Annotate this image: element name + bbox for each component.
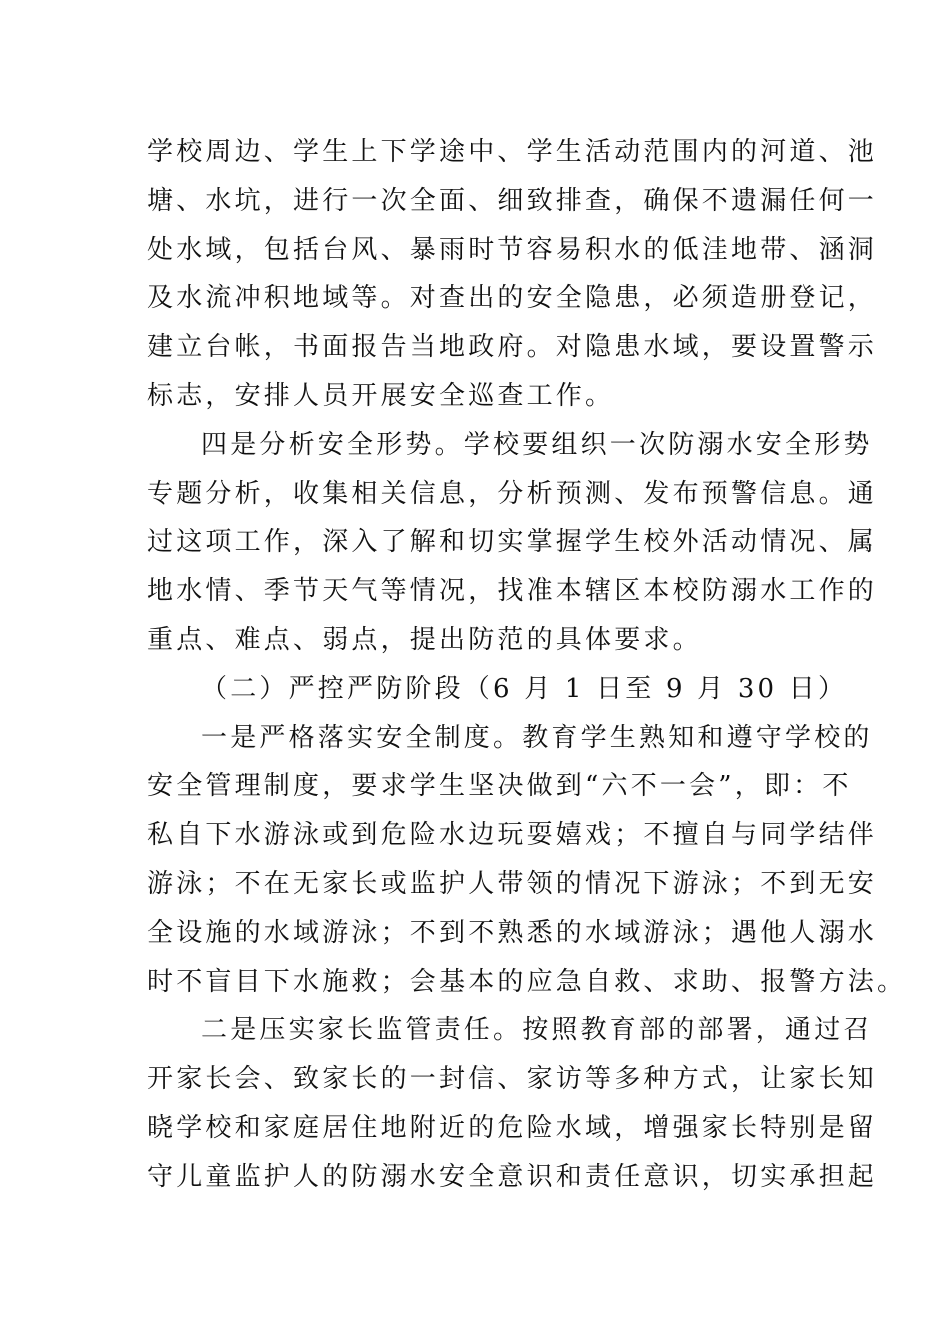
document-body (147, 128, 907, 1202)
text-line: 建立台帐，书面报告当地政府。对隐患水域，要设置警示 (147, 332, 878, 363)
text-line: 及水流冲积地域等。对查出的安全隐患，必须造册登记， (147, 283, 878, 314)
paragraph-start-line: 一是严格落实安全制度。教育学生熟知和遵守学校的 (201, 722, 873, 753)
text-line: 标志，安排人员开展安全巡查工作。 (147, 380, 615, 411)
text-line: 开家长会、致家长的一封信、家访等多种方式，让家长知 (147, 1064, 878, 1095)
text-line: 私自下水游泳或到危险水边玩耍嬉戏；不擅自与同学结伴 (147, 820, 878, 851)
text-line: 游泳；不在无家长或监护人带领的情况下游泳；不到无安 (147, 868, 878, 899)
paragraph-start-line: 四是分析安全形势。学校要组织一次防溺水安全形势 (201, 429, 873, 460)
text-line: 塘、水坑，进行一次全面、细致排查，确保不遗漏任何一 (147, 185, 878, 216)
text-line: 重点、难点、弱点，提出防范的具体要求。 (147, 624, 702, 655)
text-line: 过这项工作，深入了解和切实掌握学生校外活动情况、属 (147, 527, 878, 558)
text-line: 守儿童监护人的防溺水安全意识和责任意识，切实承担起 (147, 1161, 878, 1192)
section-heading: （二）严控严防阶段（6 月 1 日至 9 月 30 日） (201, 673, 848, 704)
text-line: 安全管理制度，要求学生坚决做到“六不一会”，即：不 (147, 771, 852, 802)
text-line: 晓学校和家庭居住地附近的危险水域，增强家长特别是留 (147, 1112, 878, 1143)
text-line: 专题分析，收集相关信息，分析预测、发布预警信息。通 (147, 478, 878, 509)
text-line: 地水情、季节天气等情况，找准本辖区本校防溺水工作的 (147, 576, 878, 607)
text-line: 处水域，包括台风、暴雨时节容易积水的低洼地带、涵洞 (147, 234, 878, 265)
paragraph-start-line: 二是压实家长监管责任。按照教育部的部署，通过召 (201, 1015, 873, 1046)
text-line: 学校周边、学生上下学途中、学生活动范围内的河道、池 (147, 137, 878, 167)
text-line: 时不盲目下水施救；会基本的应急自救、求助、报警方法。 (147, 966, 907, 997)
text-line: 全设施的水域游泳；不到不熟悉的水域游泳；遇他人溺水 (147, 917, 878, 948)
